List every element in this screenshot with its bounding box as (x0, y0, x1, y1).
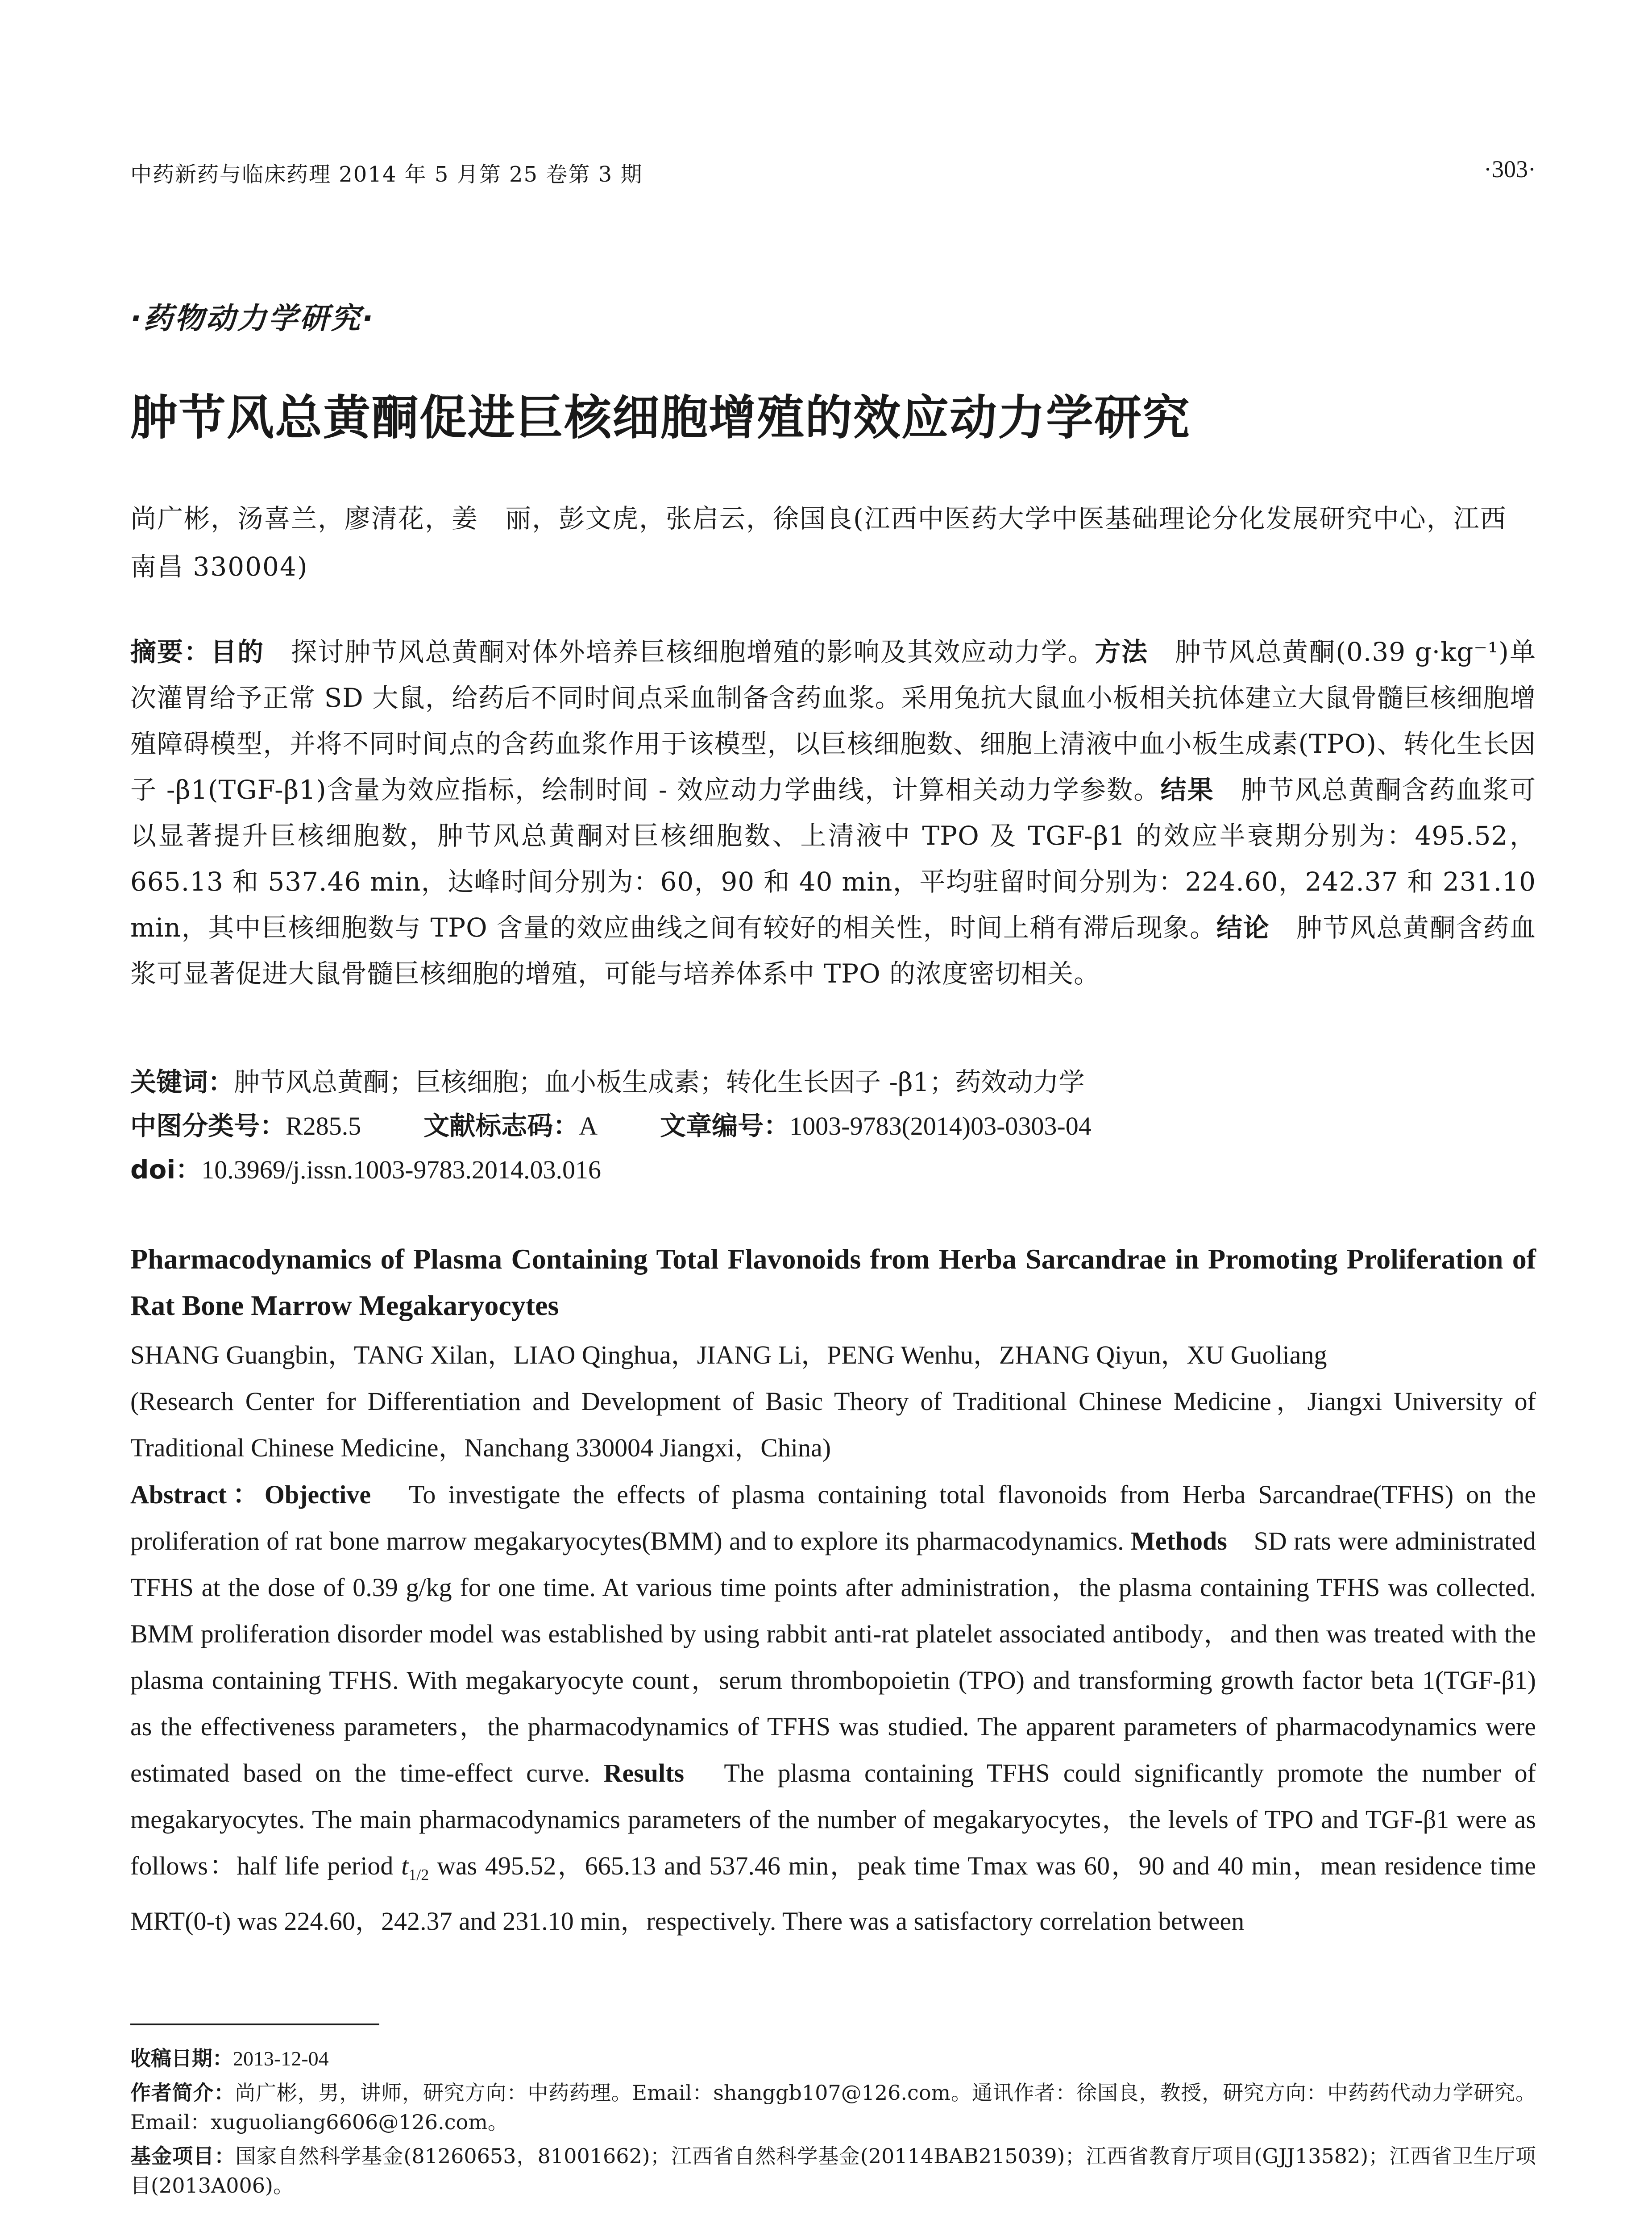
abstract-cn (130, 629, 1536, 997)
article-title-cn: 肿节风总黄酮促进巨核细胞增殖的效应动力学研究 (130, 390, 1191, 445)
page-number: ·303· (1484, 156, 1536, 182)
half-life-symbol: t (401, 1851, 409, 1880)
author-bio-note (130, 2078, 1536, 2137)
classification-line (130, 1105, 1536, 1142)
objective-label-en: Objective (264, 1480, 371, 1509)
doi-label: doi： (130, 1154, 202, 1185)
results-text-en-part2: was 495.52，665.13 and 537.46 min，peak time Tmax was 60，90 and 40 min，mean residence time MRT(0-t) was 224.60，242.37 and 231.10 min，respectively. There was a satisfactory correlation between (130, 1851, 1536, 1936)
footnotes (130, 2044, 1536, 2205)
funding-note (130, 2141, 1536, 2200)
footnote-divider (130, 2024, 379, 2025)
funding-text: 国家自然科学基金(81260653，81001662)；江西省自然科学基金(20114BAB215039)；江西省教育厅项目(GJJ13582)；江西省卫生厅项目(2013A006)。 (130, 2144, 1536, 2198)
doc-code-value: A (579, 1111, 598, 1140)
running-head (130, 157, 1536, 193)
objective-text-cn: 探讨肿节风总黄酮对体外培养巨核细胞增殖的影响及其效应动力学。 (264, 637, 1095, 667)
clc-value: R285.5 (286, 1111, 361, 1140)
methods-label-cn: 方法 (1095, 637, 1149, 667)
methods-text-en: SD rats were administrated TFHS at the dose of 0.39 g/kg for one time. At various time points after administration，the plasma containing TFHS was collected. BMM proliferation disorder model was established by using rabbit anti-rat platelet associated antibody，and then was treated with the plasma containing TFHS. With megakaryocyte count，serum thrombopoietin (TPO) and transforming growth factor beta 1(TGF-β1) as the effectiveness parameters，the pharmacodynamics of TFHS was studied. The apparent parameters of pharmacodynamics were estimated based on the time-effect curve. (130, 1526, 1536, 1787)
journal-info: 中药新药与临床药理 2014 年 5 月第 25 卷第 3 期 (130, 162, 643, 187)
keywords-label: 关键词： (130, 1067, 234, 1097)
results-label-en: Results (603, 1758, 685, 1787)
methods-text-cn: 肿节风总黄酮(0.39 g·kg⁻¹)单次灌胃给予正常 SD 大鼠，给药后不同时间点采血制备含药血浆。采用兔抗大鼠血小板相关抗体建立大鼠骨髓巨核细胞增殖障碍模型，并将不同时间点的含药血浆作用于该模型，以巨核细胞数、细胞上清液中血小板生成素(TPO)、转化生长因子 -β1(TGF-β1)含量为效应指标，绘制时间 - 效应动力学曲线，计算相关动力学参数。 (130, 637, 1536, 805)
abstract-en (130, 1472, 1536, 1945)
objective-label-cn: 目的 (211, 637, 265, 667)
conclusion-label-cn: 结论 (1216, 912, 1270, 943)
received-date-note (130, 2044, 1536, 2073)
authors-affiliation-cn: 尚广彬，汤喜兰，廖清花，姜 丽，彭文虎，张启云，徐国良(江西中医药大学中医基础理论分化发展研究中心，江西 南昌 330004) (130, 503, 1507, 582)
received-date-value: 2013-12-04 (233, 2047, 329, 2070)
doi-link[interactable]: 10.3969/j.issn.1003-9783.2014.03.016 (201, 1155, 602, 1184)
funding-label: 基金项目： (130, 2144, 236, 2168)
abstract-label-en: Abstract： (130, 1480, 265, 1509)
received-date-label: 收稿日期： (130, 2046, 233, 2070)
results-text-cn: 肿节风总黄酮含药血浆可以显著提升巨核细胞数，肿节风总黄酮对巨核细胞数、上清液中 TPO 及 TGF-β1 的效应半衰期分别为：495.52，665.13 和 537.46 min，达峰时间分别为：60，90 和 40 min，平均驻留时间分别为：224.60，242.37 和 231.10 min，其中巨核细胞数与 TPO 含量的效应曲线之间有较好的相关性，时间上稍有滞后现象。 (130, 775, 1536, 943)
results-text-en-part1: The plasma containing TFHS could significantly promote the number of megakaryocytes. The main pharmacodynamics parameters of the number of megakaryocytes，the levels of TPO and TGF-β1 were as follows：half life period (130, 1758, 1536, 1880)
article-title-en: Pharmacodynamics of Plasma Containing Total Flavonoids from Herba Sarcandrae in Promoting Proliferation of Rat Bone Marrow Megakaryocytes (130, 1243, 1536, 1321)
doc-code-label: 文献标志码： (423, 1111, 579, 1141)
objective-text-en: To investigate the effects of plasma containing total flavonoids from Herba Sarcandrae(TFHS) on the proliferation of rat bone marrow megakaryocytes(BMM) and to explore its pharmacodynamics. (130, 1480, 1536, 1555)
methods-label-en: Methods (1130, 1526, 1227, 1555)
keywords-text: 肿节风总黄酮；巨核细胞；血小板生成素；转化生长因子 -β1；药效动力学 (234, 1067, 1085, 1097)
section-label: ·药物动力学研究· (130, 301, 375, 336)
authors-en: SHANG Guangbin，TANG Xilan，LIAO Qinghua，JIANG Li，PENG Wenhu，ZHANG Qiyun，XU Guoliang (130, 1340, 1327, 1369)
conclusion-text-cn: 肿节风总黄酮含药血浆可显著促进大鼠骨髓巨核细胞的增殖，可能与培养体系中 TPO 的浓度密切相关。 (130, 912, 1536, 989)
article-number-label: 文章编号： (660, 1111, 790, 1141)
article-number-value: 1003-9783(2014)03-0303-04 (789, 1111, 1092, 1140)
results-label-cn: 结果 (1160, 775, 1214, 805)
affiliation-en: (Research Center for Differentiation and Development of Basic Theory of Traditional Chinese Medicine，Jiangxi University of Traditional Chinese Medicine，Nanchang 330004 Jiangxi，China) (130, 1387, 1536, 1462)
keywords-line (130, 1061, 1536, 1099)
clc-label: 中图分类号： (130, 1111, 286, 1141)
doi-line (130, 1149, 1536, 1186)
author-bio-text: 尚广彬，男，讲师，研究方向：中药药理。Email：shanggb107@126.com。通讯作者：徐国良，教授，研究方向：中药药代动力学研究。Email：xuguoliang6606@126.com。 (130, 2081, 1536, 2134)
half-life-subscript: 1/2 (408, 1866, 429, 1884)
abstract-label-cn: 摘要： (130, 637, 211, 667)
author-bio-label: 作者简介： (130, 2081, 235, 2105)
